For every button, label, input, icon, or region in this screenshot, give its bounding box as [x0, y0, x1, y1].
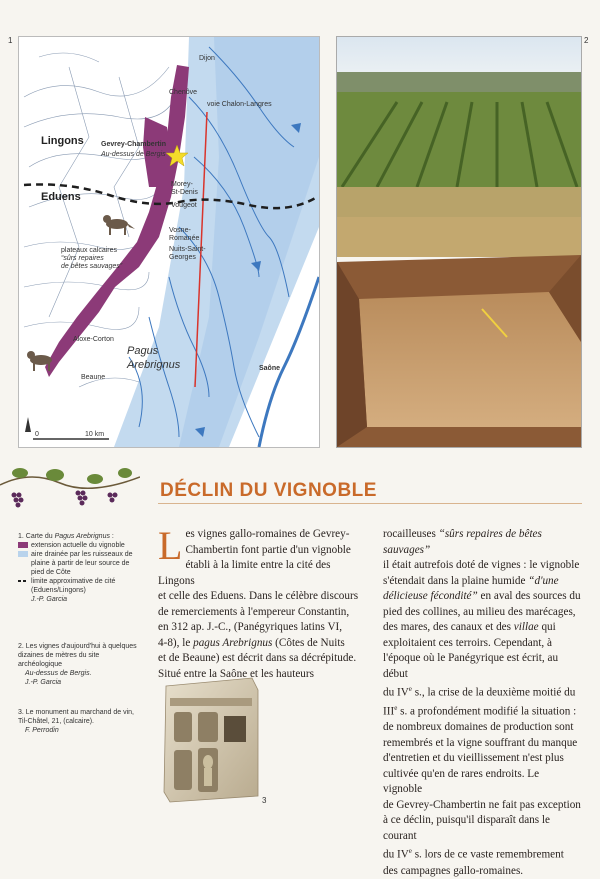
title-rule	[158, 503, 582, 504]
label-pagus: Pagus	[127, 345, 159, 357]
caption-1-credit: J.-P. Garcia	[31, 596, 68, 603]
body-line: remembrés et la vigne souffrant du manque	[383, 736, 578, 749]
body-line: exploitaient ces terroirs. Cependant, à	[383, 636, 552, 649]
body-line: s'étendait dans la plaine humide	[383, 574, 529, 587]
label-saone: Saône	[259, 365, 281, 372]
caption-2-credit: J.-P. Garcia	[25, 679, 62, 686]
label-chenove: Chenôve	[169, 89, 198, 96]
label-scale-zero: 0	[35, 431, 39, 438]
figure-number-3: 3	[262, 796, 267, 805]
label-bergis: Au-dessus de Bergis	[101, 151, 166, 158]
body-line: du IV	[383, 849, 409, 862]
body-line: et celle des Eduens. Dans le célèbre discours	[158, 590, 359, 602]
body-line: des campagnes gallo-romaines.	[383, 864, 524, 877]
body-italic: “d'une	[528, 574, 559, 587]
caption-3-text: 3. Le monument au marchand de vin, Til-Châtel, 21, (calcaire).	[18, 709, 134, 725]
body-line: s., la crise de la deuxième moitié du	[411, 686, 576, 699]
body-line: es vignes gallo-romaines de Gevrey-	[185, 528, 350, 540]
section-title: DÉCLIN DU VIGNOBLE	[160, 480, 377, 501]
legend-swatch-plain	[18, 551, 28, 557]
caption-2	[18, 642, 140, 687]
label-aloxe: Aloxe-Corton	[73, 336, 114, 343]
label-voie: voie Chalon-Langres	[207, 101, 272, 108]
body-line: l'époque où le Panégyrique est écrit, au début	[383, 652, 559, 680]
body-line: s. lors de ce vaste remembrement	[411, 849, 564, 862]
caption-3-credit: F. Perrodin	[25, 727, 59, 734]
body-line: des mares, des canaux et des	[383, 621, 514, 633]
body-line: cultivée qu'en de rares endroits. Le vignoble	[383, 767, 540, 796]
body-column-2	[383, 527, 581, 879]
label-stdenis: St-Denis	[171, 189, 198, 196]
label-scale: 10 km	[85, 431, 105, 438]
caption-1-lead-end: :	[109, 533, 114, 540]
label-eduens: Eduens	[41, 191, 81, 203]
body-line: Situé entre la Saône et les hauteurs	[158, 667, 314, 680]
superscript: e	[408, 685, 412, 693]
legend-row-plain	[18, 550, 140, 577]
body-line: en 312 ap. J.-C., (Panégyriques latins VI,	[158, 621, 343, 633]
label-nuits: Nuits-Saint-	[169, 246, 206, 253]
legend-text-boundary: limite approximative de cité (Eduens/Lingons)	[31, 578, 116, 594]
legend-text-vineyard: extension actuelle du vignoble	[31, 542, 125, 549]
superscript: e	[394, 704, 398, 713]
body-line: Chambertin font partie d'un vignoble	[185, 543, 351, 556]
caption-1-lead-text: 1. Carte du	[18, 533, 55, 540]
body-line: du IV	[383, 686, 409, 699]
wolf-icon	[103, 215, 135, 235]
north-arrow-icon	[25, 417, 31, 432]
drop-cap: L	[158, 523, 183, 568]
body-line: pied des collines, au milieu des marécages,	[383, 605, 576, 618]
body-line: de remerciements à l'empereur Constantin,	[158, 605, 350, 618]
body-line: en aval des sources du	[477, 590, 581, 602]
caption-2-text: 2. Les vignes d'aujourd'hui à quelques dizaines de mètres du site archéologique	[18, 643, 137, 668]
body-line: rocailleuses	[383, 528, 439, 540]
legend-text-plain: aire drainée par les ruisseaux de plaine à partir de leur source de pied de Côte	[31, 551, 133, 576]
label-plateaux: plateaux calcaires	[61, 247, 118, 254]
caption-1-lead-italic: Pagus Arebrignus	[54, 533, 110, 540]
legend-swatch-vineyard	[18, 542, 28, 548]
body-italic: villae	[513, 621, 539, 633]
label-gevrey: Gevrey-Chambertin	[101, 141, 166, 148]
body-line: à ce déclin, puisqu'il disparaît dans le courant	[383, 814, 550, 842]
body-line: de Gevrey-Chambertin ne fait pas exception	[383, 798, 581, 811]
body-line: établi à la limite entre la cité des Lingons	[158, 559, 331, 587]
label-beaune: Beaune	[81, 374, 106, 381]
caption-1-lead	[18, 532, 140, 541]
body-line: 4-8), le	[158, 636, 194, 649]
grape-vine-illustration	[0, 455, 140, 523]
figure-number-2: 2	[584, 36, 589, 45]
map-graphic	[19, 37, 319, 447]
body-line: (Côtes de Nuits	[272, 636, 345, 649]
label-betes: de bêtes sauvages”	[61, 263, 123, 270]
body-line: et de Beaune) est décrit dans sa décrépitude.	[158, 652, 357, 664]
label-arebrignus: Arebrignus	[127, 359, 181, 371]
body-line: de nombreux domaines de production sont	[383, 721, 574, 734]
body-line: qui	[538, 621, 556, 633]
body-column-1	[158, 523, 364, 682]
body-line: s. a profondément modifié la situation :	[397, 705, 577, 718]
label-lingons: Lingons	[41, 135, 84, 147]
caption-3	[18, 708, 140, 735]
legend-row-vineyard	[18, 541, 140, 550]
vineyard-excavation-photo	[336, 36, 582, 448]
label-georges: Georges	[169, 254, 196, 261]
wine-merchant-monument-photo	[160, 672, 260, 804]
body-italic: délicieuse fécondité”	[383, 590, 478, 602]
legend-row-boundary	[18, 577, 140, 595]
body-italic: “sûrs repaires de bêtes sauvages”	[383, 528, 542, 556]
photo-graphic	[337, 37, 581, 447]
caption-2-italic: Au-dessus de Bergis.	[25, 670, 92, 677]
wolf-icon	[27, 351, 52, 371]
label-vougeot: Vougeot	[171, 202, 197, 209]
label-morey: Morey-	[171, 181, 193, 188]
legend-swatch-boundary	[18, 580, 28, 582]
caption-1	[18, 532, 140, 604]
body-line: il était autrefois doté de vignes : le vignoble	[383, 559, 580, 571]
label-vosne: Vosne-	[169, 227, 191, 234]
label-repaires: “sûrs repaires	[61, 255, 104, 262]
body-italic: pagus Arebrignus	[193, 636, 273, 649]
label-romanee: Romanée	[169, 235, 200, 242]
superscript: e	[408, 847, 412, 856]
label-dijon: Dijon	[199, 55, 215, 62]
body-line: d'entretien et du vieillissement n'est plus	[383, 752, 564, 765]
figure-number-1: 1	[8, 36, 13, 45]
body-line: III	[383, 705, 395, 718]
pagus-arebrignus-map	[18, 36, 320, 448]
